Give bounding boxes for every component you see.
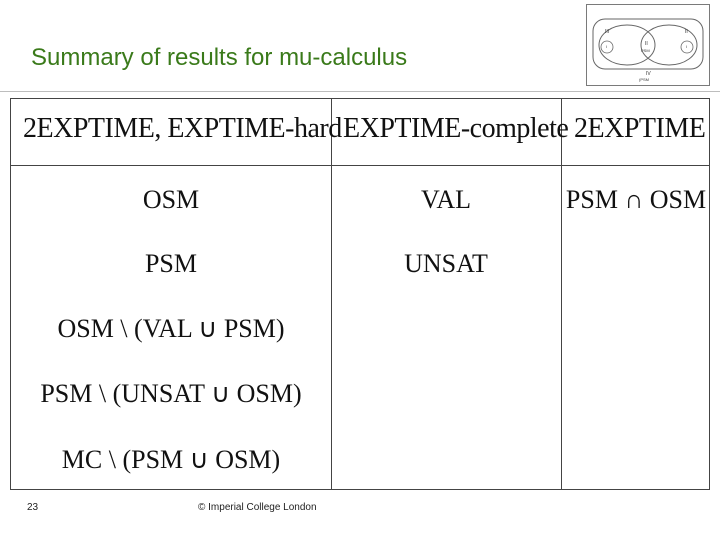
footer-copyright: © Imperial College London	[198, 502, 317, 513]
header-divider	[11, 165, 709, 166]
cell-psm: PSM	[144, 249, 198, 278]
cell-mc-minus-psm-union-osm: MC \ (PSM ∪ OSM)	[61, 445, 281, 474]
thumb-label-4: I	[686, 44, 688, 49]
slide-title: Summary of results for mu-calculus	[31, 44, 408, 71]
cell-osm-minus-val-union-psm: OSM \ (VAL ∪ PSM)	[57, 314, 285, 343]
cell-psm-minus-unsat-union-osm: PSM \ (UNSAT ∪ OSM)	[40, 379, 302, 408]
header-2exptime-exptime-hard: 2EXPTIME, EXPTIME-hard	[23, 113, 342, 144]
column-divider	[561, 99, 562, 489]
cell-val: VAL	[420, 185, 472, 214]
thumb-bottom-text: (PSM	[639, 77, 649, 82]
diagram-thumbnail	[586, 4, 710, 86]
column-divider	[331, 99, 332, 489]
page-number: 23	[27, 502, 39, 513]
title-divider	[0, 91, 720, 92]
thumb-label-1: III	[605, 29, 610, 35]
cell-psm-intersect-osm: PSM ∩ OSM	[565, 185, 707, 214]
complexity-table	[10, 98, 710, 490]
header-2exptime: 2EXPTIME	[574, 113, 706, 144]
thumb-label-2: II	[645, 41, 648, 47]
thumb-label-3: I	[606, 44, 608, 49]
thumb-label-5: II	[685, 29, 688, 35]
thumb-center-text: PSM	[641, 48, 650, 53]
cell-osm: OSM	[142, 185, 200, 214]
cell-unsat: UNSAT	[404, 249, 488, 278]
header-exptime-complete: EXPTIME-complete	[343, 113, 569, 144]
thumb-label-6: IV	[646, 71, 651, 77]
